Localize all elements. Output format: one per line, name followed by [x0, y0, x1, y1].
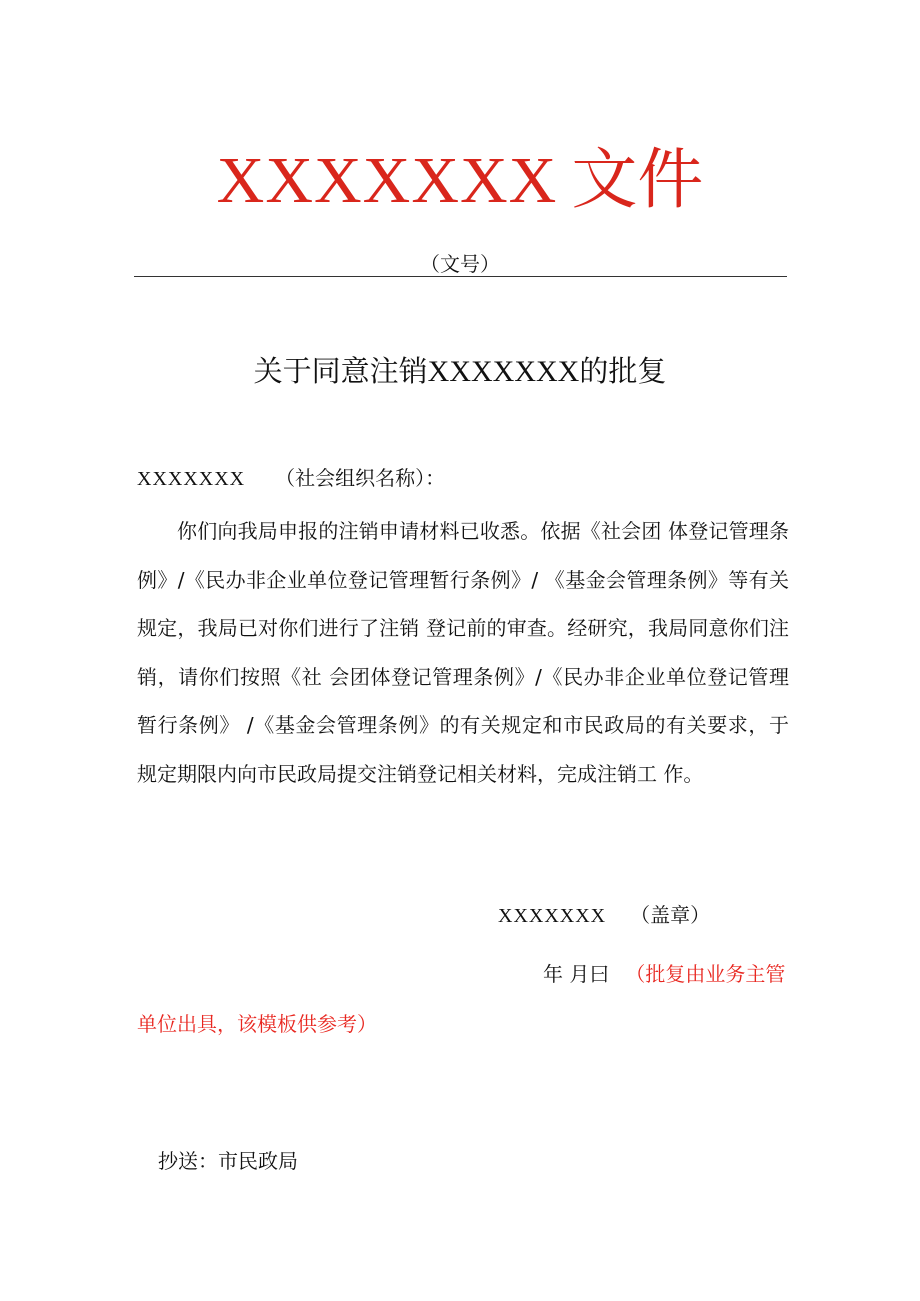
document-header	[0, 140, 920, 221]
title-suffix: 的批复	[579, 354, 667, 388]
cc-line: 抄送：市民政局	[158, 1149, 298, 1173]
date-text: 年 月曰	[543, 962, 610, 986]
signature-block	[498, 900, 710, 931]
title-org: XXXXXXX	[427, 355, 580, 388]
salutation-note: （社会组织名称）：	[275, 466, 446, 490]
document-word: 文件	[571, 141, 704, 218]
body-paragraph: 你们向我局申报的注销申请材料已收悉。依据《社会团 体登记管理条例》/《民办非企业单位登记管理暂行条例》/ 《基金会管理条例》等有关规定，我局已对你们进行了注销 登记前的审查。经研究，我局同意你们注销，请你们按照《社 会团体登记管理条例》/《民办非企业单位登记管理暂行条例》 /《基金会管理条例》的有关规定和市民政局的有关要求，于 规定期限内向市民政局提交注销登记相关材料，完成注销工 作。	[137, 519, 789, 786]
title-prefix: 关于同意注销	[253, 354, 428, 388]
date-line	[137, 949, 789, 1049]
document-number: （文号）	[420, 252, 500, 276]
salutation	[137, 463, 445, 494]
salutation-org: XXXXXXX	[137, 468, 246, 490]
signature-org: XXXXXXX	[498, 905, 607, 927]
template-note: （批复由业务主管单位出具，该模板供参考）	[137, 962, 786, 1036]
document-title	[0, 348, 920, 395]
seal-label: （盖章）	[630, 903, 711, 927]
issuer-name: XXXXXXX	[216, 144, 558, 217]
header-divider	[134, 276, 787, 277]
